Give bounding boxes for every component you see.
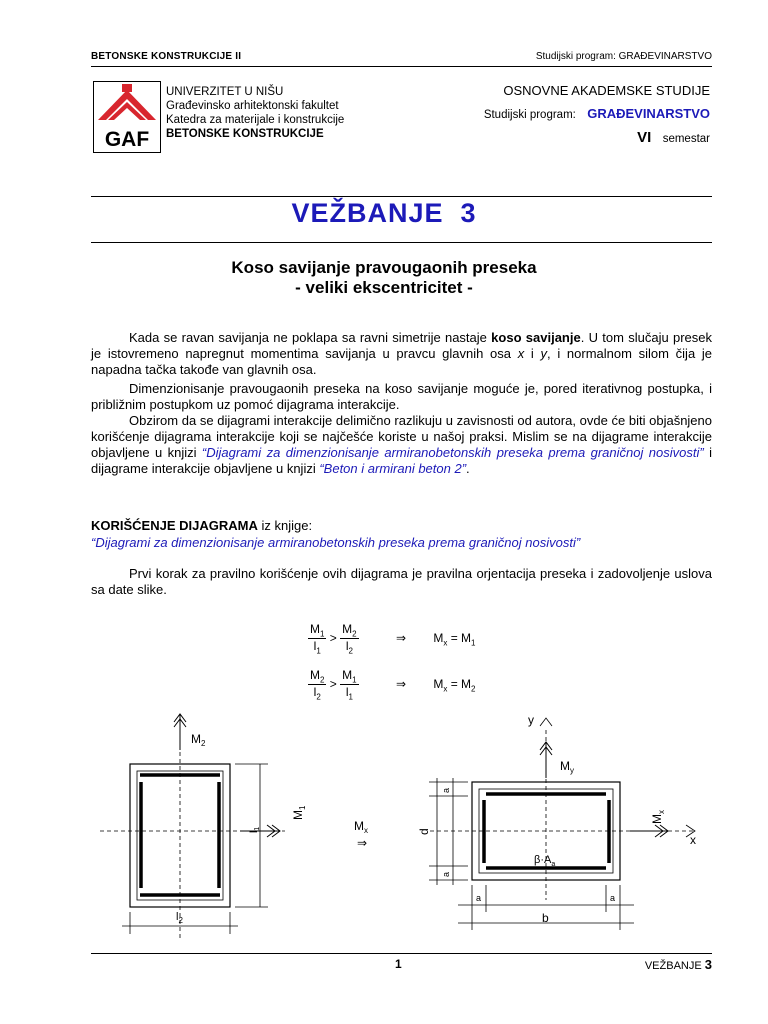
- subtitle: [0, 258, 768, 298]
- page-number: 1: [395, 957, 402, 971]
- label-m1: $M_1$: [291, 805, 307, 820]
- label-b: b: [542, 911, 549, 925]
- faculty-name: Građevinsko arhitektonski fakultet: [166, 100, 339, 112]
- label-a-top: a: [441, 787, 451, 793]
- institution-block: [91, 73, 712, 158]
- university-info: [166, 85, 344, 141]
- footer-label: VEŽBANJE 3: [644, 957, 712, 972]
- paragraph-1: Kada se ravan savijanja ne poklapa sa ravni simetrije nastaje koso savijanje. U tom slučaju presek je istovremeno napregnut momentima savijanja u pravcu glavnih osa x i y, i normalnom silom čija je napadna tačka takođe van glavnih osa.: [91, 330, 712, 377]
- label-d: d: [417, 828, 431, 835]
- box-rule-top: [91, 196, 712, 197]
- subtitle-line1: Koso savijanje pravougaonih preseka: [231, 258, 537, 277]
- semester-number: VI: [637, 129, 652, 146]
- university-name: UNIVERZITET U NIŠU: [166, 86, 284, 98]
- program-name: GRAĐEVINARSTVO: [587, 106, 710, 121]
- subject-name: BETONSKE KONSTRUKCIJE: [166, 128, 324, 140]
- book-title-2: “Beton i armirani beton 2”: [319, 461, 467, 476]
- label-m2: $M_2$: [191, 732, 206, 748]
- section-book: “Dijagrami za dimenzionisanje armiranobetonskih preseka prema graničnoj nosivosti”: [91, 535, 581, 550]
- axis-x-label: x: [690, 833, 696, 847]
- label-l1: $l_1$: [249, 826, 261, 833]
- gaf-logo-icon: [94, 82, 160, 152]
- label-mx-mid: $M_x$: [354, 819, 368, 835]
- gaf-logo: [93, 81, 161, 153]
- header-rule: [91, 66, 712, 67]
- header-program: Studijski program: GRAĐEVINARSTVO: [535, 51, 712, 62]
- label-l2: $l_2$: [176, 911, 183, 925]
- studies-info: [484, 83, 710, 146]
- subtitle-line2: - veliki ekscentricitet -: [295, 278, 473, 297]
- book-title-1: “Dijagrami za dimenzionisanje armiranobetonskih preseka prema graničnoj nosivosti”: [201, 445, 704, 460]
- footer-rule: [91, 953, 712, 954]
- koso-savijanje-term: koso savijanje: [491, 330, 581, 345]
- header-course: BETONSKE KONSTRUKCIJE II: [91, 51, 242, 62]
- condition-1: $\frac{M_1}{l_1}$ > $\frac{M_2}{l_2}$ ⇒ $M_x = M_1$: [310, 622, 476, 656]
- paragraph-4: Prvi korak za pravilno korišćenje ovih dijagrama je pravilna orjentacija preseka i zadovoljenje uslova sa date slike.: [91, 566, 712, 597]
- label-a-right: a: [610, 893, 616, 903]
- department-name: Katedra za materijale i konstrukcije: [166, 114, 345, 126]
- label-beta-aa: $\beta\cdot A_a$: [534, 854, 556, 868]
- semester-label: semestar: [662, 133, 710, 145]
- paragraph-3: Obzirom da se dijagrami interakcije delimično razlikuju u zavisnosti od autora, ovde će biti objašnjeno korišćenje dijagrama interakcije koji se najčešće koriste u našoj praksi. Mislim se na dijagrame interakcije objavljene u knjizi “Dijagrami za dimenzionisanje armiranobetonskih preseka prema graničnoj nosivosti” i dijagrame interakcije objavljene u knjizi “Beton i armirani beton 2”.: [91, 413, 713, 476]
- studies-level: OSNOVNE AKADEMSKE STUDIJE: [503, 83, 710, 98]
- section-heading: KORIŠĆENJE DIJAGRAMA iz knjige:: [91, 518, 313, 533]
- label-a-bottom: a: [441, 871, 451, 877]
- cross-section-figure: [0, 700, 768, 950]
- logo-text: GAF: [104, 128, 150, 151]
- page-title: VEŽBANJE 3: [291, 198, 477, 228]
- label-a-left: a: [476, 893, 482, 903]
- program-label: Studijski program:: [483, 109, 576, 121]
- mid-arrow: ⇒: [357, 836, 368, 850]
- label-my: $M_y$: [560, 759, 574, 775]
- axis-y-label: y: [528, 713, 534, 727]
- label-mx-right: $M_x$: [650, 810, 666, 824]
- condition-2: $\frac{M_2}{l_2}$ > $\frac{M_1}{l_1}$ ⇒ $M_x = M_2$: [310, 668, 476, 702]
- title-rule: [91, 242, 712, 243]
- paragraph-2: Dimenzionisanje pravougaonih preseka na koso savijanje moguće je, pored iterativnog postupka, i približnim postupkom uz pomoć dijagrama interakcije.: [91, 381, 712, 412]
